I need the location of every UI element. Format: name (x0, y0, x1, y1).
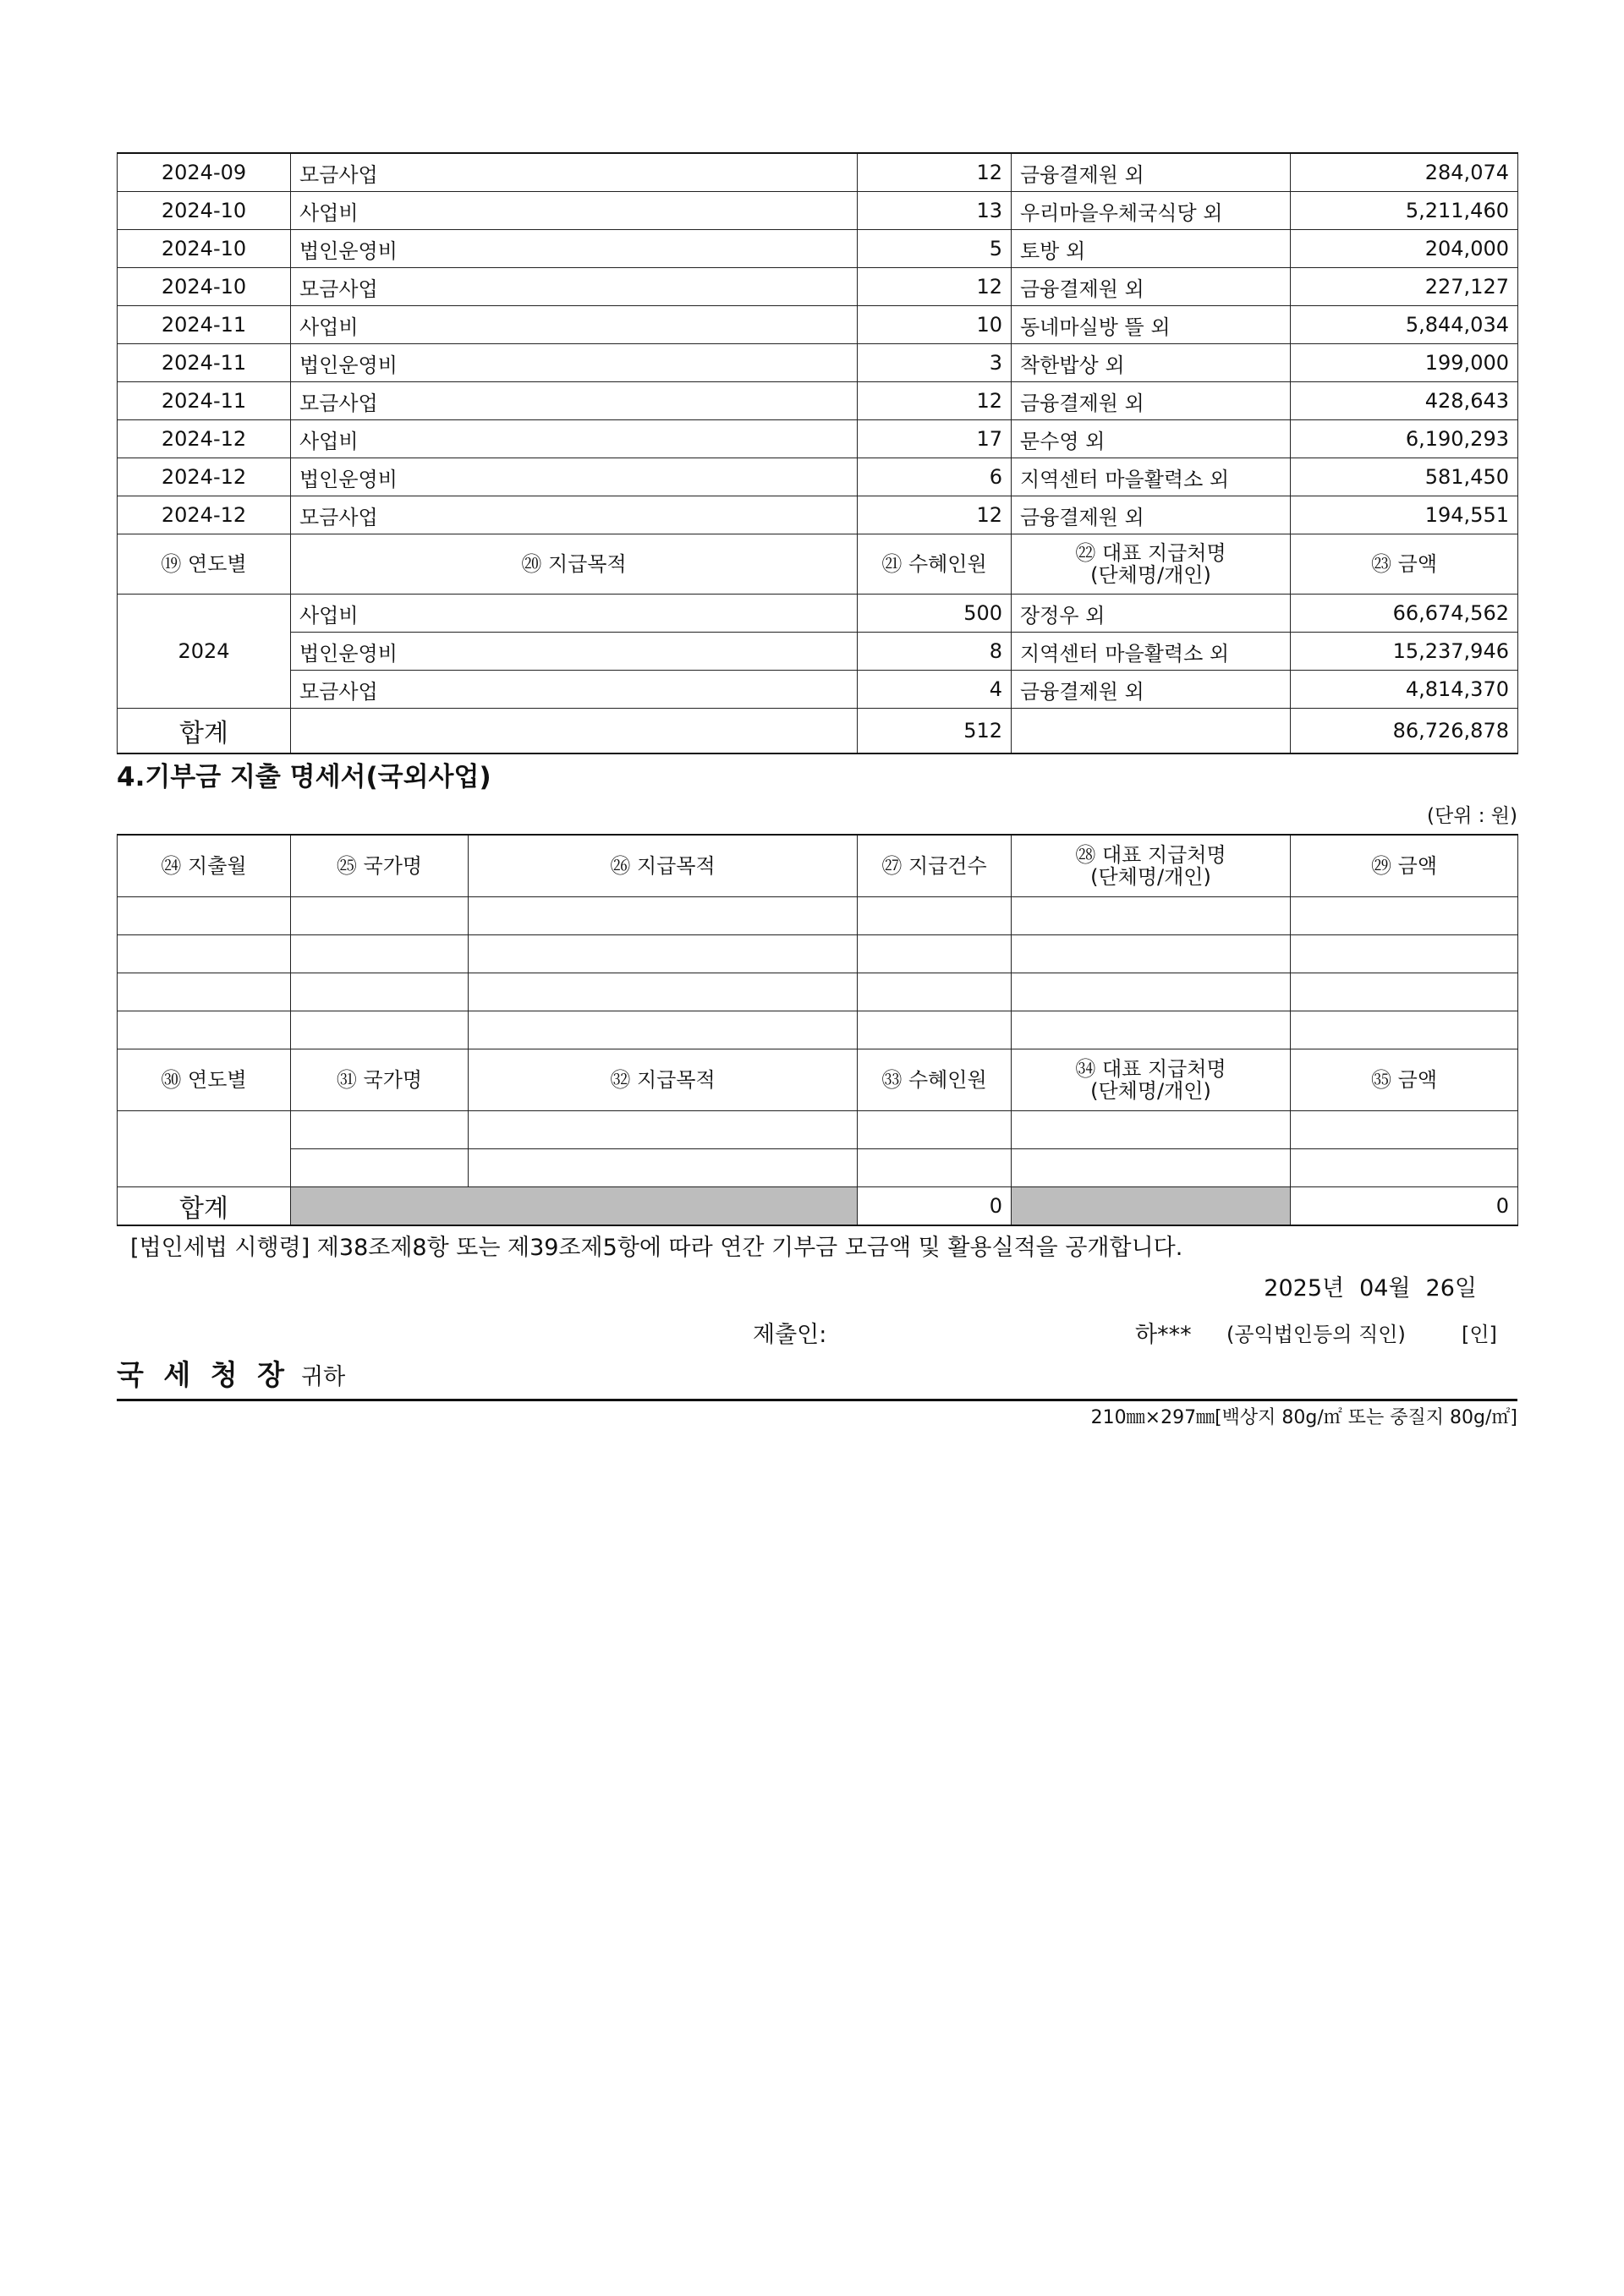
amount-cell: 199,000 (1291, 344, 1518, 382)
purpose-cell: 모금사업 (291, 268, 858, 306)
amount-cell: 6,190,293 (1291, 420, 1518, 458)
monthly-row (118, 153, 1518, 192)
purpose-cell: 사업비 (291, 192, 858, 230)
month-cell: 2024-11 (118, 306, 291, 344)
annual-amount: 15,237,946 (1291, 633, 1518, 671)
submitter-label: 제출인: (753, 1322, 827, 1348)
monthly-row (118, 496, 1518, 534)
payee-header (1012, 534, 1291, 595)
recipient-line (117, 1351, 1517, 1401)
payee-header-line1: ㉒ 대표 지급처명 (1075, 541, 1226, 565)
amount-cell: 284,074 (1291, 153, 1518, 192)
payee-cell: 금융결제원 외 (1012, 153, 1291, 192)
submitter-line (117, 1309, 1517, 1351)
annual-amount: 4,814,370 (1291, 671, 1518, 709)
purpose-cell: 사업비 (291, 420, 858, 458)
beneficiaries-header: ㉑ 수혜인원 (858, 534, 1012, 595)
monthly-row (118, 344, 1518, 382)
month-cell: 2024-09 (118, 153, 291, 192)
annual-total-row (118, 709, 1518, 754)
annual-beneficiaries: 4 (858, 671, 1012, 709)
empty-row (118, 1011, 1518, 1049)
form-sheet (117, 152, 1517, 1435)
total-empty-cell (1012, 709, 1291, 754)
annual-payee: 금융결제원 외 (1012, 671, 1291, 709)
date-day: 26일 (1425, 1275, 1477, 1301)
purpose-cell: 법인운영비 (291, 458, 858, 496)
month-cell: 2024-12 (118, 458, 291, 496)
monthly-row (118, 458, 1518, 496)
annual-row (118, 671, 1518, 709)
purpose-cell: 모금사업 (291, 153, 858, 192)
amount-cell: 227,127 (1291, 268, 1518, 306)
submitter-role: (공익법인등의 직인) (1226, 1323, 1406, 1346)
amount-cell: 428,643 (1291, 382, 1518, 420)
amount-header: ㉙ 금액 (1291, 835, 1518, 897)
month-cell: 2024-11 (118, 382, 291, 420)
count-cell: 13 (858, 192, 1012, 230)
annual-payee: 장정우 외 (1012, 595, 1291, 633)
purpose-header: ⑳ 지급목적 (291, 534, 858, 595)
month-cell: 2024-12 (118, 420, 291, 458)
annual-amount: 66,674,562 (1291, 595, 1518, 633)
legal-notice: [법인세법 시행령] 제38조제8항 또는 제39조제5항에 따라 연간 기부금 모금액 및 활용실적을 공개합니다. (130, 1235, 1183, 1261)
empty-row (118, 1149, 1518, 1187)
amount-cell: 581,450 (1291, 458, 1518, 496)
year-header: ⑲ 연도별 (118, 534, 291, 595)
month-cell: 2024-11 (118, 344, 291, 382)
count-cell: 12 (858, 496, 1012, 534)
submitter-name: 하*** (1135, 1322, 1192, 1348)
purpose-header: ㉜ 지급목적 (469, 1049, 858, 1111)
purpose-cell: 법인운영비 (291, 344, 858, 382)
total-label: 합계 (118, 709, 291, 754)
unit-label: (단위 : 원) (1427, 805, 1517, 827)
purpose-cell: 모금사업 (291, 382, 858, 420)
date-month: 04월 (1359, 1275, 1411, 1301)
payee-cell: 우리마을우체국식당 외 (1012, 192, 1291, 230)
annual-payee: 지역센터 마을활력소 외 (1012, 633, 1291, 671)
payee-cell: 금융결제원 외 (1012, 268, 1291, 306)
count-cell: 12 (858, 268, 1012, 306)
payee-cell: 지역센터 마을활력소 외 (1012, 458, 1291, 496)
total-empty-cell (291, 709, 858, 754)
empty-row (118, 897, 1518, 935)
amount-cell: 194,551 (1291, 496, 1518, 534)
annual-row (118, 633, 1518, 671)
overseas-expense-table (117, 834, 1518, 1226)
amount-header: ㉟ 금액 (1291, 1049, 1518, 1111)
monthly-row (118, 192, 1518, 230)
country-header: ㉛ 국가명 (291, 1049, 469, 1111)
total-beneficiaries: 0 (858, 1187, 1012, 1226)
count-cell: 12 (858, 153, 1012, 192)
count-cell: 3 (858, 344, 1012, 382)
payee-cell: 착한밥상 외 (1012, 344, 1291, 382)
annual-purpose: 모금사업 (291, 671, 858, 709)
total-amount: 0 (1291, 1187, 1518, 1226)
amount-cell: 5,211,460 (1291, 192, 1518, 230)
payee-header-line1: ㉘ 대표 지급처명 (1075, 843, 1226, 867)
payee-cell: 토방 외 (1012, 230, 1291, 268)
section-title: 4.기부금 지출 명세서(국외사업) (117, 762, 491, 792)
monthly-row (118, 230, 1518, 268)
annual-beneficiaries: 8 (858, 633, 1012, 671)
annual-year-cell: 2024 (118, 595, 291, 709)
month-cell: 2024-10 (118, 192, 291, 230)
payee-header (1012, 835, 1291, 897)
payee-header-line1: ㉞ 대표 지급처명 (1075, 1057, 1226, 1081)
monthly-rows (118, 153, 1518, 534)
recipient-suffix: 귀하 (300, 1364, 346, 1390)
month-cell: 2024-12 (118, 496, 291, 534)
submission-date (117, 1269, 1517, 1309)
total-beneficiaries: 512 (858, 709, 1012, 754)
payee-header-line2: (단체명/개인) (1090, 865, 1211, 889)
recipient-name: 국 세 청 장 (117, 1358, 289, 1391)
year-header: ㉚ 연도별 (118, 1049, 291, 1111)
total-shaded-cell (291, 1187, 858, 1226)
monthly-row (118, 382, 1518, 420)
payee-header-line2: (단체명/개인) (1090, 1079, 1211, 1103)
count-cell: 5 (858, 230, 1012, 268)
purpose-cell: 법인운영비 (291, 230, 858, 268)
date-year: 2025년 (1264, 1275, 1345, 1301)
paper-spec: 210㎜×297㎜[백상지 80g/㎡ 또는 중질지 80g/㎡] (1090, 1407, 1517, 1428)
seal-mark: [인] (1462, 1323, 1497, 1346)
annual-header-row (118, 534, 1518, 595)
empty-row (118, 1111, 1518, 1149)
purpose-cell: 사업비 (291, 306, 858, 344)
beneficiaries-header: ㉝ 수혜인원 (858, 1049, 1012, 1111)
empty-row (118, 973, 1518, 1011)
overseas-total-row (118, 1187, 1518, 1226)
count-cell: 12 (858, 382, 1012, 420)
payee-cell: 문수영 외 (1012, 420, 1291, 458)
count-cell: 10 (858, 306, 1012, 344)
annual-beneficiaries: 500 (858, 595, 1012, 633)
payee-cell: 금융결제원 외 (1012, 496, 1291, 534)
empty-row (118, 935, 1518, 973)
monthly-row (118, 420, 1518, 458)
payee-cell: 동네마실방 뜰 외 (1012, 306, 1291, 344)
annual-purpose: 사업비 (291, 595, 858, 633)
count-header: ㉗ 지급건수 (858, 835, 1012, 897)
total-amount: 86,726,878 (1291, 709, 1518, 754)
count-cell: 6 (858, 458, 1012, 496)
annual-purpose: 법인운영비 (291, 633, 858, 671)
monthly-row (118, 268, 1518, 306)
overseas-monthly-header-row (118, 835, 1518, 897)
monthly-row (118, 306, 1518, 344)
month-header: ㉔ 지출월 (118, 835, 291, 897)
payee-header-line2: (단체명/개인) (1090, 563, 1211, 587)
annual-row (118, 595, 1518, 633)
amount-header: ㉓ 금액 (1291, 534, 1518, 595)
purpose-header: ㉖ 지급목적 (469, 835, 858, 897)
overseas-annual-header-row (118, 1049, 1518, 1111)
amount-cell: 5,844,034 (1291, 306, 1518, 344)
month-cell: 2024-10 (118, 268, 291, 306)
domestic-expense-table (117, 152, 1518, 754)
payee-cell: 금융결제원 외 (1012, 382, 1291, 420)
total-label: 합계 (118, 1187, 291, 1226)
payee-header (1012, 1049, 1291, 1111)
purpose-cell: 모금사업 (291, 496, 858, 534)
amount-cell: 204,000 (1291, 230, 1518, 268)
total-shaded-cell (1012, 1187, 1291, 1226)
country-header: ㉕ 국가명 (291, 835, 469, 897)
count-cell: 17 (858, 420, 1012, 458)
month-cell: 2024-10 (118, 230, 291, 268)
